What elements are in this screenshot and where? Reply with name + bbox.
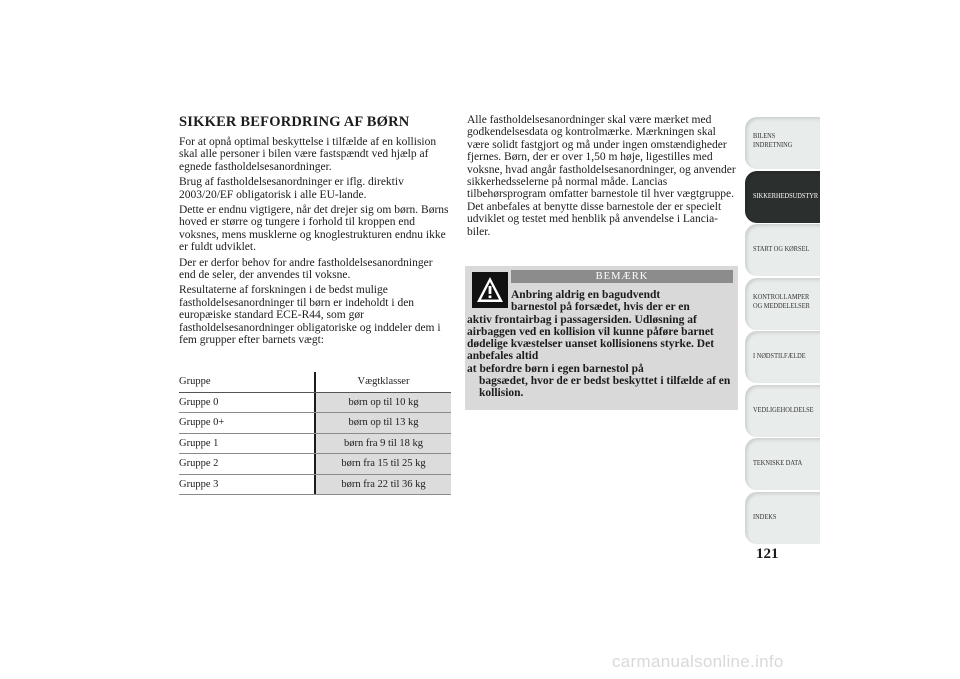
left-column bbox=[179, 136, 451, 350]
tab-label-line: OG MEDDELELSER bbox=[753, 300, 810, 310]
tab-indeks[interactable] bbox=[745, 492, 820, 544]
tab-label: TEKNISKE DATA bbox=[753, 458, 803, 467]
tab-label: VEDLIGEHOLDELSE bbox=[753, 404, 814, 414]
tab-label bbox=[753, 131, 807, 149]
tab-i-nodstilfaelde[interactable] bbox=[745, 331, 820, 383]
note-text bbox=[467, 289, 735, 400]
table-row bbox=[179, 413, 451, 434]
weight-cell: børn op til 10 kg bbox=[316, 392, 451, 413]
page-number: 121 bbox=[756, 546, 779, 562]
weight-cell: børn fra 15 til 25 kg bbox=[316, 454, 451, 475]
paragraph: Resultaterne af forskningen i de bedst mulige fastholdelsesanordninger til børn er indeholdt i den europæiske standard ECE-R44, som gør fastholdelsesanordninger obligatoriske og inddeler dem i fem grupper efter barnets vægt: bbox=[179, 284, 441, 347]
note-line: barnestol på forsædet, hvis der er en bbox=[511, 301, 690, 314]
table-row bbox=[179, 474, 451, 495]
weight-cell: børn op til 13 kg bbox=[316, 413, 451, 434]
tab-sikkerhedsudstyr[interactable] bbox=[745, 171, 820, 223]
group-cell: Gruppe 1 bbox=[179, 433, 314, 454]
group-cell: Gruppe 3 bbox=[179, 474, 314, 495]
column-header-group: Gruppe bbox=[179, 372, 314, 392]
group-cell: Gruppe 0+ bbox=[179, 413, 314, 434]
weight-cell: børn fra 9 til 18 kg bbox=[316, 433, 451, 454]
tab-label: INDEKS bbox=[753, 511, 777, 521]
table-row bbox=[179, 392, 451, 413]
tab-label: I NØDSTILFÆLDE bbox=[753, 351, 806, 360]
group-cell: Gruppe 2 bbox=[179, 454, 314, 475]
tab-label-line: BILENS bbox=[753, 131, 776, 140]
tab-label bbox=[753, 291, 810, 310]
table-row bbox=[179, 433, 451, 454]
tab-kontrollamper[interactable] bbox=[745, 278, 820, 330]
paragraph: Alle fastholdelsesanordninger skal være mærket med godkendelsesdata og kontrolmærke. Mærkningen skal være solidt fastgjort og må under ingen omstændigheder fjernes. Børn, der er over 1,50 m høje, ligestilles med voksne, hvad angår fastholdelsesanordninger, og anvender sikkerhedsselerne på normal måde. Lancias tilbehørsprogram omfatter barnestole til hver vægtgruppe. Det anbefales at benytte disse barnestole der er specielt udviklet og testet med henblik på anvendelse i Lancia-biler. bbox=[467, 114, 736, 238]
watermark: carmanualsonline.info bbox=[612, 652, 784, 671]
weight-group-table bbox=[179, 372, 451, 495]
tab-label-line: INDRETNING bbox=[753, 140, 793, 149]
weight-cell: børn fra 22 til 36 kg bbox=[316, 474, 451, 495]
table-row bbox=[179, 454, 451, 475]
tab-label: START OG KØRSEL bbox=[753, 244, 810, 253]
warning-note-box bbox=[465, 266, 738, 410]
note-title: BEMÆRK bbox=[511, 270, 733, 283]
column-header-weight: Vægtklasser bbox=[316, 372, 451, 392]
tab-vedligeholdelse[interactable] bbox=[745, 385, 820, 437]
paragraph: Brug af fastholdelsesanordninger er iflg. direktiv 2003/20/EF obligatorisk i alle EU-lande. bbox=[179, 176, 404, 201]
right-column bbox=[467, 114, 739, 238]
paragraph: For at opnå optimal beskyttelse i tilfælde af en kollision skal alle personer i bilen være fastspændt ved hjælp af egnede fastholdelsesanordninger. bbox=[179, 136, 437, 173]
note-line: at befordre børn i egen barnestol på bbox=[467, 362, 644, 375]
section-heading: SIKKER BEFORDRING AF BØRN bbox=[179, 114, 410, 130]
note-line: Anbring aldrig en bagudvendt bbox=[511, 289, 661, 301]
note-line: bagsædet, hvor de er bedst beskyttet i tilfælde af en kollision. bbox=[479, 375, 731, 400]
tab-label-line: KONTROLLAMPER bbox=[753, 291, 810, 301]
tab-bilens-indretning[interactable] bbox=[745, 117, 820, 169]
chapter-tabs bbox=[745, 117, 820, 545]
paragraph: Der er derfor behov for andre fastholdelsesanordninger end de seler, der anvendes til voksne. bbox=[179, 256, 433, 282]
tab-tekniske-data[interactable] bbox=[745, 438, 820, 490]
tab-label: SIKKERHEDSUDSTYR bbox=[753, 190, 819, 200]
tab-start-og-korsel[interactable] bbox=[745, 224, 820, 276]
note-line: aktiv frontairbag i passagersiden. Udløsning af airbaggen ved en kollision vil kunne påføre barnet dødelige kvæstelser uanset kollisionens styrke. Det anbefales altid bbox=[467, 313, 715, 363]
table-header-row bbox=[179, 372, 451, 392]
paragraph: Dette er endnu vigtigere, når det drejer sig om børn. Børns hoved er større og tungere i forhold til kroppen end voksnes, mens musklerne og knoglestrukturen endnu ikke er fuldt udviklet. bbox=[179, 204, 449, 254]
group-cell: Gruppe 0 bbox=[179, 392, 314, 413]
